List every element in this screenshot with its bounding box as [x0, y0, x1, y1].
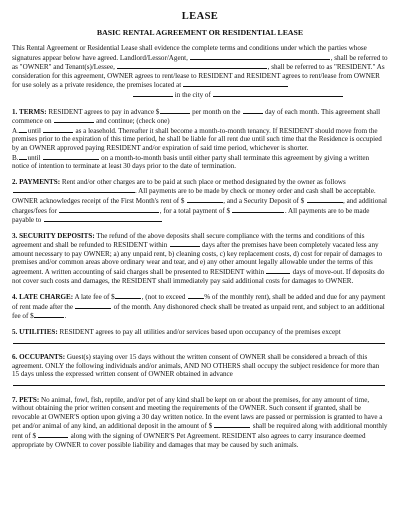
pet-monthly-rent-blank[interactable] — [38, 431, 68, 438]
option-a-date-blank[interactable] — [43, 126, 73, 133]
occupants-heading: 6. OCCUPANTS: — [12, 353, 66, 362]
occupants-list-blank[interactable] — [13, 379, 385, 386]
rent-day-blank[interactable] — [243, 107, 263, 114]
terms-text-4: and continue; (check one) — [96, 117, 170, 126]
section-terms — [12, 107, 388, 171]
intro-text-3: , shall be referred to as "RESIDENT." As consideration for this agreement, OWNER agrees to rent/lease to RESIDENT and RESIDENT agrees to rent/lease from OWNER for use solely as a private residence, the premises located at — [12, 63, 385, 90]
occupants-text: Guest(s) staying over 15 days without the written consent of OWNER shall be considered a breach of this agreement. ONLY the following individuals and/or animals, AND NO OTHERS shall occupy the subject residence for more than 15 days unless the expressed written consent of OWNER obtained in advance — [12, 353, 380, 379]
payments-text-3: , and a Security Deposit of $ — [223, 196, 305, 205]
section-pets — [12, 396, 388, 450]
terms-text-2: per month on the — [192, 107, 241, 116]
late-text-3: % of the monthly rent), shall be added and due for any payment of rent made after the — [12, 293, 386, 311]
security-heading: 3. SECURITY DEPOSITS: — [12, 231, 95, 240]
section-security-deposits — [12, 232, 388, 286]
section-occupants — [12, 353, 388, 388]
option-a-checkbox[interactable] — [19, 126, 27, 133]
payment-method-blank[interactable] — [13, 186, 135, 193]
document-subtitle: BASIC RENTAL AGREEMENT OR RESIDENTIAL LEASE — [96, 28, 304, 37]
late-fee-blank[interactable] — [115, 292, 141, 299]
late-day-blank[interactable] — [75, 302, 111, 309]
pets-text-3: along with the signing of OWNER'S Pet Agreement. RESIDENT also agrees to carry insurance deemed appropriate by OWNER to cover possible liability and damages that may be caused by such animals. — [12, 431, 366, 449]
security-text-1: The refund of the above deposits shall secure compliance with the terms and conditions of this agreement and shall be refunded to RESIDENT within — [12, 231, 365, 250]
premises-extra-blank[interactable] — [133, 90, 173, 97]
security-text-2: days after the premises have been completely vacated less any amount necessary to pay OWNER; a) any unpaid rent, b) cleaning costs, c) key replacement costs, d) cost for repair of damages to premises and/or common areas above ordinary wear and tear, and e) any other amount legally allowable under the terms of this agreement. A written accounting of said charges shall be presented to RESIDENT within — [12, 241, 383, 277]
option-b-until: until — [27, 153, 41, 162]
late-text-2: , (not to exceed — [141, 293, 186, 302]
terms-heading: 1. TERMS: — [12, 107, 47, 116]
document-title: LEASE — [181, 11, 219, 22]
dishonored-check-fee-blank[interactable] — [34, 311, 64, 318]
terms-text-1: RESIDENT agrees to pay in advance $ — [48, 107, 160, 116]
option-a-label: A. — [12, 126, 19, 135]
payments-text-1: Rent and/or other charges are to be paid at such place or method designated by the owner as follows — [61, 177, 346, 186]
option-b-checkbox[interactable] — [19, 153, 27, 160]
pets-text-1: No animal, fowl, fish, reptile, and/or pet of any kind shall be kept on or about the premises, for any amount of time, without obtaining the prior written consent and meeting the requirements of the OWNER. Such consent if granted, shall be revocable at OWNER'S option upon giving a 30 day written notice. In the event laws are passed or permission is granted to have a pet and/or animal of any kind, an additional deposit in the amount of $ — [12, 395, 383, 431]
utilities-heading: 5. UTILITIES: — [12, 328, 58, 337]
late-text-4: of the month. Any dishonored check shall be treated as unpaid rent, and subject to an additional fee of $ — [12, 302, 385, 321]
total-payment-blank[interactable] — [232, 206, 284, 213]
refund-days-blank[interactable] — [170, 240, 200, 247]
intro-text-1: This Rental Agreement or Residential Lease shall evidence the complete terms and conditions under which the parties whose signatures appear below have agreed. Landlord/Lessor/Agent, — [12, 44, 367, 62]
payments-heading: 2. PAYMENTS: — [12, 177, 61, 186]
pet-deposit-blank[interactable] — [214, 421, 250, 428]
late-heading: 4. LATE CHARGE: — [12, 293, 74, 302]
intro-text-4: in the city of — [174, 90, 211, 99]
payments-text-5: , for a total payment of $ — [159, 206, 231, 215]
payments-text-2: . All payments are to be made by check or money order and cash shall be acceptable. OWNER acknowledges receipt of the First Month's rent of $ — [12, 187, 376, 205]
owner-name-blank[interactable] — [190, 53, 330, 60]
intro-text-2: , shall be referred to as "OWNER" and Tenant(s)/Lessee, — [12, 53, 388, 72]
option-b-text: on a month-to-month basis until either party shall terminate this agreement by giving a written notice of intention to terminate at least 30 days prior to the date of termination. — [12, 153, 370, 171]
resident-name-blank[interactable] — [117, 62, 267, 69]
option-b-label: B. — [12, 153, 19, 162]
payments-text-4: , and additional charges/fees for — [12, 196, 387, 215]
option-b-date-blank[interactable] — [43, 153, 99, 160]
security-deposit-blank[interactable] — [307, 196, 343, 203]
terms-text-3: day of each month. This agreement shall commence on — [12, 107, 381, 126]
monthly-rent-blank[interactable] — [160, 107, 190, 114]
payments-text-6: . All payments are to be made payable to — [12, 206, 370, 225]
section-payments — [12, 178, 388, 225]
utilities-exceptions-blank[interactable] — [13, 337, 385, 344]
late-text-1: A late fee of $ — [74, 293, 115, 302]
commence-date-blank[interactable] — [54, 116, 94, 123]
late-percent-blank[interactable] — [188, 292, 204, 299]
intro-paragraph — [12, 44, 388, 100]
pets-text-2: shall be required along with additional monthly rent of $ — [12, 422, 388, 440]
section-late-charge — [12, 292, 388, 321]
option-a-text: as a leasehold. Thereafter it shall become a month-to-month tenancy. If RESIDENT should move from the premises prior to the expiration of this time period, he shall be liable for all rent due until such time that the Residence is occupied by an OWNER approved paying RESIDENT and/or expiration of said time period, whichever is shorter. — [12, 126, 382, 152]
option-a-until: until — [27, 126, 41, 135]
section-utilities — [12, 328, 388, 346]
utilities-text: RESIDENT agrees to pay all utilities and/or services based upon occupancy of the premises except — [59, 328, 341, 337]
city-blank[interactable] — [213, 90, 343, 97]
additional-charges-blank[interactable] — [59, 206, 159, 213]
pets-heading: 7. PETS: — [12, 395, 40, 404]
first-month-rent-blank[interactable] — [187, 196, 223, 203]
payable-to-blank[interactable] — [44, 215, 162, 222]
accounting-days-blank[interactable] — [266, 267, 290, 274]
premises-address-blank[interactable] — [183, 80, 288, 87]
late-text-5: . — [64, 312, 67, 321]
security-text-3: days of move-out. If deposits do not cover such costs and damages, the RESIDENT shall immediately pay said additional costs for damages to OWNER. — [12, 268, 385, 285]
